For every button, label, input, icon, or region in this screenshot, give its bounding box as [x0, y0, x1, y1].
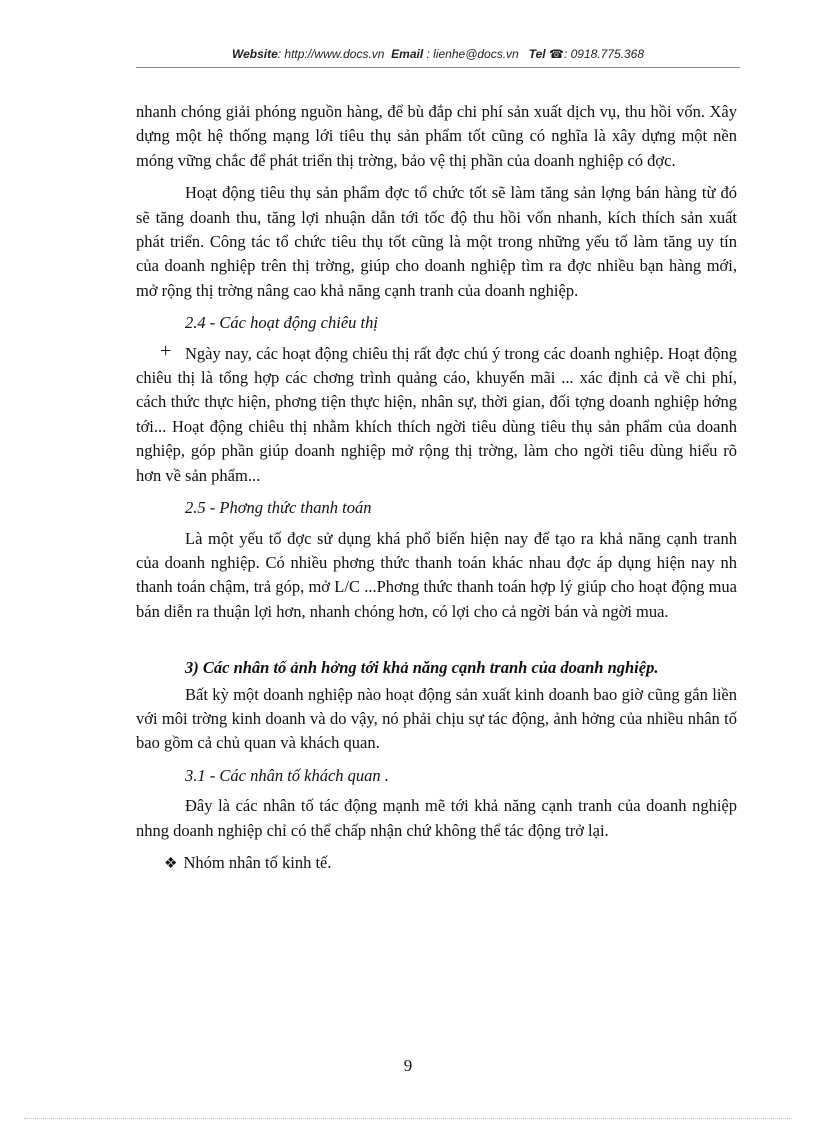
paragraph-with-plus	[136, 339, 737, 488]
paragraph: Đây là các nhân tố tác động mạnh mẽ tới khả năng cạnh tranh của doanh nghiệp nhng doanh nghiệp chỉ có thể chấp nhận chứ không thể tác động trở lại.	[136, 796, 737, 840]
bullet-item	[164, 851, 737, 876]
document-body	[136, 100, 737, 876]
subheading-2-4: 2.4 - Các hoạt động chiêu thị	[185, 313, 378, 333]
paragraph-text: Ngày nay, các hoạt động chiêu thị rất đợc chú ý trong các doanh nghiệp. Hoạt động chiêu thị là tổng hợp các chơng trình quảng cáo, khuyến mãi ... xác định cả về chi phí, cách thức thực hiện, phơng tiện thực hiện, nhân sự, thời gian, đối tợng doanh nghiệp hớng tới... Hoạt động chiêu thị nhằm khích thích ngời tiêu dùng tiêu thụ sản phẩm của doanh nghiệp, góp phần giúp doanh nghiệp mở rộng thị trờng, làm cho ngời tiêu dùng hiểu rõ hơn về sản phẩm...	[136, 343, 737, 485]
page-header	[136, 47, 740, 68]
subheading-2-5: 2.5 - Phơng thức thanh toán	[185, 498, 372, 518]
footer-divider	[24, 1118, 792, 1119]
tel-label: Tel	[528, 47, 546, 61]
telephone-icon: ☎	[549, 47, 564, 61]
page-number: 9	[403, 1056, 413, 1075]
paragraph: Hoạt động tiêu thụ sản phẩm đợc tổ chức tốt sẽ làm tăng sản lợng bán hàng từ đó sẽ tăng doanh thu, tăng lợi nhuận dẫn tới tốc độ thu hồi vốn nhanh, kích thích sản xuất phát triển. Công tác tổ chức tiêu thụ tốt cũng là một trong những yếu tố làm tăng uy tín của doanh nghiệp trên thị trờng, giúp cho doanh nghiệp tìm ra đợc nhiều bạn hàng mới, mở rộng thị trờng nâng cao khả năng cạnh tranh của doanh nghiệp.	[136, 183, 737, 300]
plus-icon: +	[160, 339, 172, 362]
paragraph: nhanh chóng giải phóng nguồn hàng, để bù đắp chi phí sản xuất dịch vụ, thu hồi vốn. Xây dựng một hệ thống mạng lới tiêu thụ sản phẩm tốt cũng có nghĩa là xây dựng một nền móng vững chắc để phát triển thị trờng, bảo vệ thị phần của doanh nghiệp có đợc.	[136, 102, 737, 170]
bullet-text: Nhóm nhân tố kinh tế.	[183, 852, 332, 872]
section-heading-3: 3) Các nhân tố ảnh hởng tới khả năng cạnh tranh của doanh nghiệp.	[185, 658, 659, 678]
subheading-3-1: 3.1 - Các nhân tố khách quan .	[185, 765, 389, 785]
website-label: Website	[231, 47, 278, 61]
website-value: : http://www.docs.vn	[277, 47, 385, 61]
paragraph: Là một yếu tố đợc sử dụng khá phổ biến hiện nay để tạo ra khả năng cạnh tranh của doanh nghiệp. Có nhiều phơng thức thanh toán khác nhau đợc áp dụng hiện nay nh thanh toán chậm, trả góp, mở L/C ...Phơng thức thanh toán hợp lý giúp cho hoạt động mua bán diễn ra thuận lợi hơn, nhanh chóng hơn, có lợi cho cả ngời bán và ngời mua.	[136, 528, 737, 621]
email-value: : lienhe@docs.vn	[426, 47, 519, 61]
tel-value: : 0918.775.368	[563, 47, 645, 61]
email-label: Email	[391, 47, 424, 61]
paragraph: Bất kỳ một doanh nghiệp nào hoạt động sản xuất kinh doanh bao giờ cũng gắn liền với môi trờng kinh doanh và do vậy, nó phải chịu sự tác động, ảnh hởng của nhiều nhân tố bao gồm cả chủ quan và khách quan.	[136, 684, 737, 753]
four-diamond-bullet-icon: ❖	[164, 855, 178, 872]
